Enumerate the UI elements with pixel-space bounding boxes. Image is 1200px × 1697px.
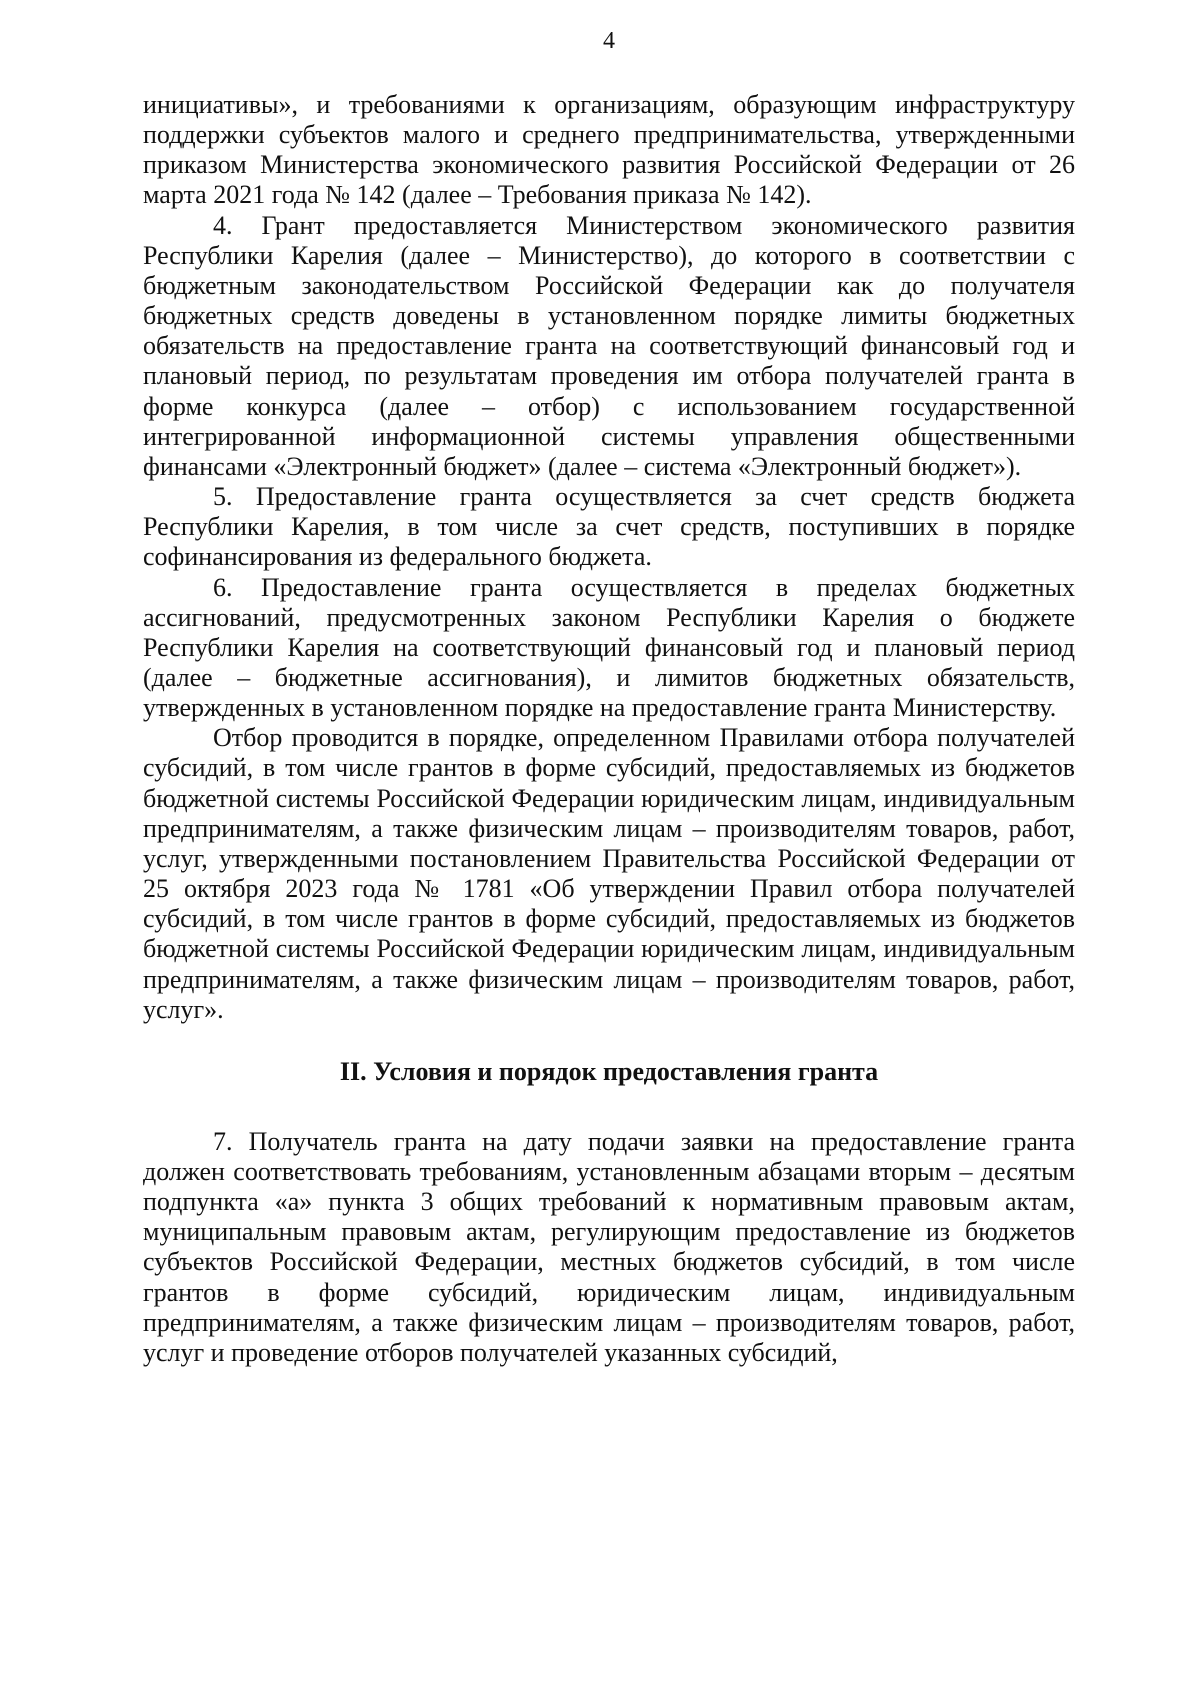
paragraphs-after-heading [143,1127,1075,1368]
section-heading: II. Условия и порядок предоставления гранта [339,1056,879,1086]
paragraph-5: 5. Предоставление гранта осуществляется за счет средств бюджета Республики Карелия, в том числе за счет средств, поступивших в порядке софинансирования из федерального бюджета. [143,482,1075,572]
paragraphs-before-heading [143,90,1075,1025]
paragraph-continuation: инициативы», и требованиями к организациям, образующим инфраструктуру поддержки субъектов малого и среднего предпринимательства, утвержденными приказом Министерства экономического развития Российской Федерации от 26 марта 2021 года № 142 (далее – Требования приказа № 142). [143,90,1075,210]
page-number: 4 [603,28,615,54]
paragraph-4: 4. Грант предоставляется Министерством экономического развития Республики Карелия (далее – Министерство), до которого в соответствии с бюджетным законодательством Российской Федерации как до получателя бюджетных средств доведены в установленном порядке лимиты бюджетных обязательств на предоставление гранта на соответствующий финансовый год и плановый период, по результатам проведения им отбора получателей гранта в форме конкурса (далее – отбор) с использованием государственной интегрированной информационной системы управления общественными финансами «Электронный бюджет» (далее – система «Электронный бюджет»). [143,210,1075,481]
paragraph-6: 6. Предоставление гранта осуществляется в пределах бюджетных ассигнований, предусмотренных законом Республики Карелия о бюджете Республики Карелия на соответствующий финансовый год и плановый период (далее – бюджетные ассигнования), и лимитов бюджетных обязательств, утвержденных в установленном порядке на предоставление гранта Министерству. [143,572,1075,723]
paragraph-selection-procedure: Отбор проводится в порядке, определенном Правилами отбора получателей субсидий, в том числе грантов в форме субсидий, предоставляемых из бюджетов бюджетной системы Российской Федерации юридическим лицам, индивидуальным предпринимателям, а также физическим лицам – производителям товаров, работ, услуг, утвержденными постановлением Правительства Российской Федерации от 25 октября 2023 года № 1781 «Об утверждении Правил отбора получателей субсидий, в том числе грантов в форме субсидий, предоставляемых из бюджетов бюджетной системы Российской Федерации юридическим лицам, индивидуальным предпринимателям, а также физическим лицам – производителям товаров, работ, услуг». [143,723,1075,1024]
document-page [143,26,1075,1368]
paragraph-7: 7. Получатель гранта на дату подачи заявки на предоставление гранта должен соответствовать требованиям, установленным абзацами вторым – десятым подпункта «а» пункта 3 общих требований к нормативным правовым актам, муниципальным правовым актам, регулирующим предоставление из бюджетов субъектов Российской Федерации, местных бюджетов субсидий, в том числе грантов в форме субсидий, юридическим лицам, индивидуальным предпринимателям, а также физическим лицам – производителям товаров, работ, услуг и проведение отборов получателей указанных субсидий, [143,1126,1075,1367]
